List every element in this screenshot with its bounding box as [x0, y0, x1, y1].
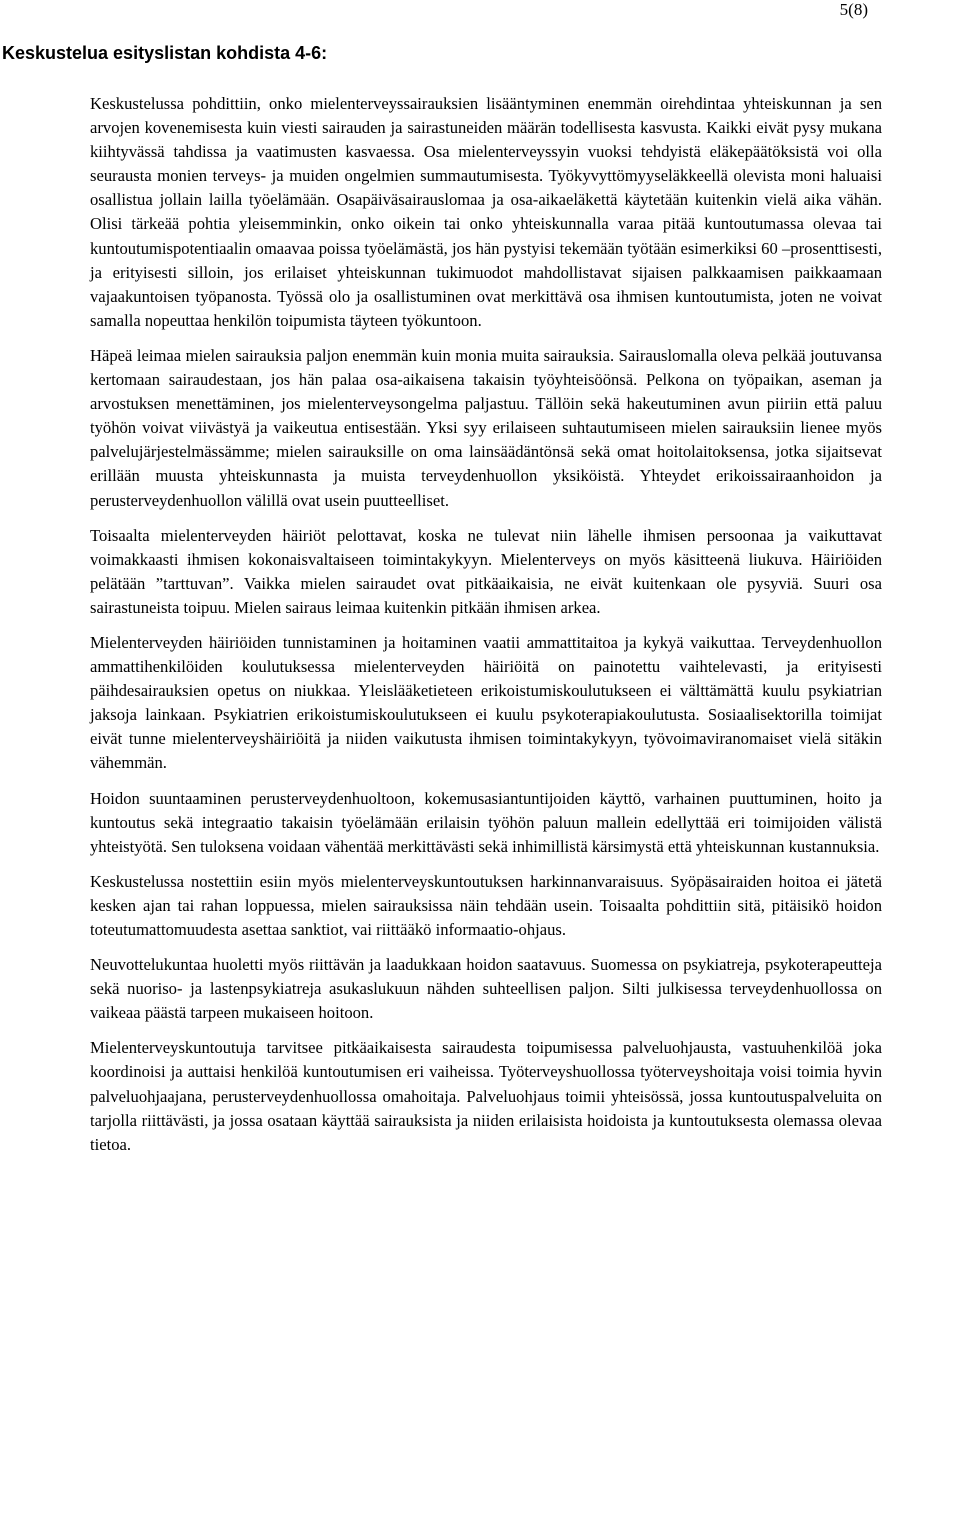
- paragraph-2: Häpeä leimaa mielen sairauksia paljon enemmän kuin monia muita sairauksia. Sairauslomalla oleva pelkää joutuvansa kertomaan sairaudestaan, jos hän palaa osa-aikaisena takaisin työyhteisöönsä. Pelkona on työpaikan, aseman ja arvostuksen menettäminen, jos mielenterveysongelma paljastuu. Tällöin sekä hakeutuminen avun piiriin että paluu työhön voivat viivästyä ja vaikeutua entisestään. Yksi syy erilaiseen suhtautumiseen mielen sairauksiin lienee myös palvelujärjestelmässämme; mielen sairauksille on oma lainsäädäntönsä sekä omat hoitolaitoksensa, jotka sijaitsevat erillään muusta yhteiskunnasta ja muista terveydenhuollon yksiköistä. Yhteydet erikoissairaanhoidon ja perusterveydenhuollon välillä ovat usein puutteelliset.: [90, 345, 882, 510]
- page-number: 5(8): [839, 0, 868, 19]
- body-text: [90, 92, 882, 1168]
- section-heading: Keskustelua esityslistan kohdista 4-6:: [2, 43, 328, 63]
- paragraph-7: Neuvottelukuntaa huoletti myös riittävän ja laadukkaan hoidon saatavuus. Suomessa on psykiatreja, psykoterapeutteja sekä nuoriso- ja lastenpsykiatreja asukaslukuun nähden suhteellisen paljon. Silti julkisessa terveydenhuollossa on vaikeaa päästä tarpeen mukaiseen hoitoon.: [90, 955, 882, 1023]
- paragraph-6: Keskustelussa nostettiin esiin myös mielenterveyskuntoutuksen harkinnanvaraisuus. Syöpäsairaiden hoitoa ei jätetä kesken ajan tai rahan loppuessa, mielen sairauksissa näin tehdään usein. Toisaalta pohdittiin sitä, pitäisikö hoidon toteutumattomuudesta asettaa sanktiot, vai riittääkö informaatio-ohjaus.: [90, 871, 882, 939]
- paragraph-5: Hoidon suuntaaminen perusterveydenhuoltoon, kokemusasiantuntijoiden käyttö, varhainen puuttuminen, hoito ja kuntoutus sekä integraatio takaisin työelämään erilaisin työhön paluun mallein edellyttää eri toimijoiden välistä yhteistyötä. Sen tuloksena voidaan vähentää merkittävästi sekä inhimillistä kärsimystä että yhteiskunnan kustannuksia.: [90, 788, 882, 856]
- paragraph-3: Toisaalta mielenterveyden häiriöt pelottavat, koska ne tulevat niin lähelle ihmisen persoonaa ja vaikuttavat voimakkaasti ihmisen kokonaisvaltaiseen toimintakykyyn. Mielenterveys on myös käsitteenä liukuva. Häiriöiden pelätään ”tarttuvan”. Vaikka mielen sairaudet ovat pitkäaikaisia, ne eivät kuitenkaan ole pysyviä. Suuri osa sairastuneista toipuu. Mielen sairaus leimaa kuitenkin pitkään ihmisen arkea.: [90, 525, 882, 617]
- paragraph-8: Mielenterveyskuntoutuja tarvitsee pitkäaikaisesta sairaudesta toipumisessa palveluohjausta, vastuuhenkilöä joka koordinoisi ja auttaisi henkilöä kuntoutumisen eri vaiheissa. Työterveyshuollossa työterveyshoitaja voisi toimia hyvin palveluohjaajana, perusterveydenhuollossa omahoitaja. Palveluohjaus toimii yhteisössä, jossa kuntoutuspalveluita on tarjolla riittävästi, ja jossa osataan käyttää sairauksista ja niiden erilaisista hoidoista ja kuntoutuksesta olemassa olevaa tietoa.: [90, 1038, 882, 1154]
- paragraph-1: Keskustelussa pohdittiin, onko mielenterveyssairauksien lisääntyminen enemmän oirehdintaa yhteiskunnan ja sen arvojen kovenemisesta kuin viesti sairauden ja sairastuneiden määrän todellisesta kasvusta. Kaikki eivät pysy mukana kiihtyvässä tahdissa ja vaatimusten kasvaessa. Osa mielenterveyssyin vuoksi tehdyistä eläkepäätöksistä voi olla seurausta monien terveys- ja muiden ongelmien summautumisesta. Työkyvyttömyyseläkkeellä olevista moni haluaisi osallistua jollain lailla työelämään. Osapäiväsairauslomaa ja osa-aikaeläkettä käytetään kuitenkin vielä aika vähän. Olisi tärkeää pohtia yleisemminkin, onko oikein tai onko yhteiskunnalla varaa pitää kuntoutumassa olevaa tai kuntoutumispotentiaalin omaavaa poissa työelämästä, jos hän pystyisi tekemään työtään esimerkiksi 60 –prosenttisesti, ja erityisesti silloin, jos erilaiset yhteiskunnan tukimuodot mahdollistavat sijaisen palkkaamisen paikkaamaan vajaakuntoisen työpanosta. Työssä olo ja osallistuminen ovat merkittävä osa ihmisen kuntoutumista, joten ne voivat samalla nopeuttaa henkilön toipumista täyteen työkuntoon.: [90, 94, 882, 330]
- paragraph-4: Mielenterveyden häiriöiden tunnistaminen ja hoitaminen vaatii ammattitaitoa ja kykyä vaikuttaa. Terveydenhuollon ammattihenkilöiden koulutuksessa mielenterveyden häiriöitä on painotettu vaihtelevasti, ja erityisesti päihdesairauksien opetus on niukkaa. Yleislääketieteen erikoistumiskoulutukseen ei välttämättä kuulu psykiatrian jaksoja lainkaan. Psykiatrien erikoistumiskoulutukseen ei kuulu psykoterapiakoulutusta. Sosiaalisektorilla toimijat eivät tunne mielenterveyshäiriöitä ja niiden vaikutusta ihmisen toimintakykyyn, työvoimaviranomaiset vielä sitäkin vähemmän.: [90, 632, 882, 773]
